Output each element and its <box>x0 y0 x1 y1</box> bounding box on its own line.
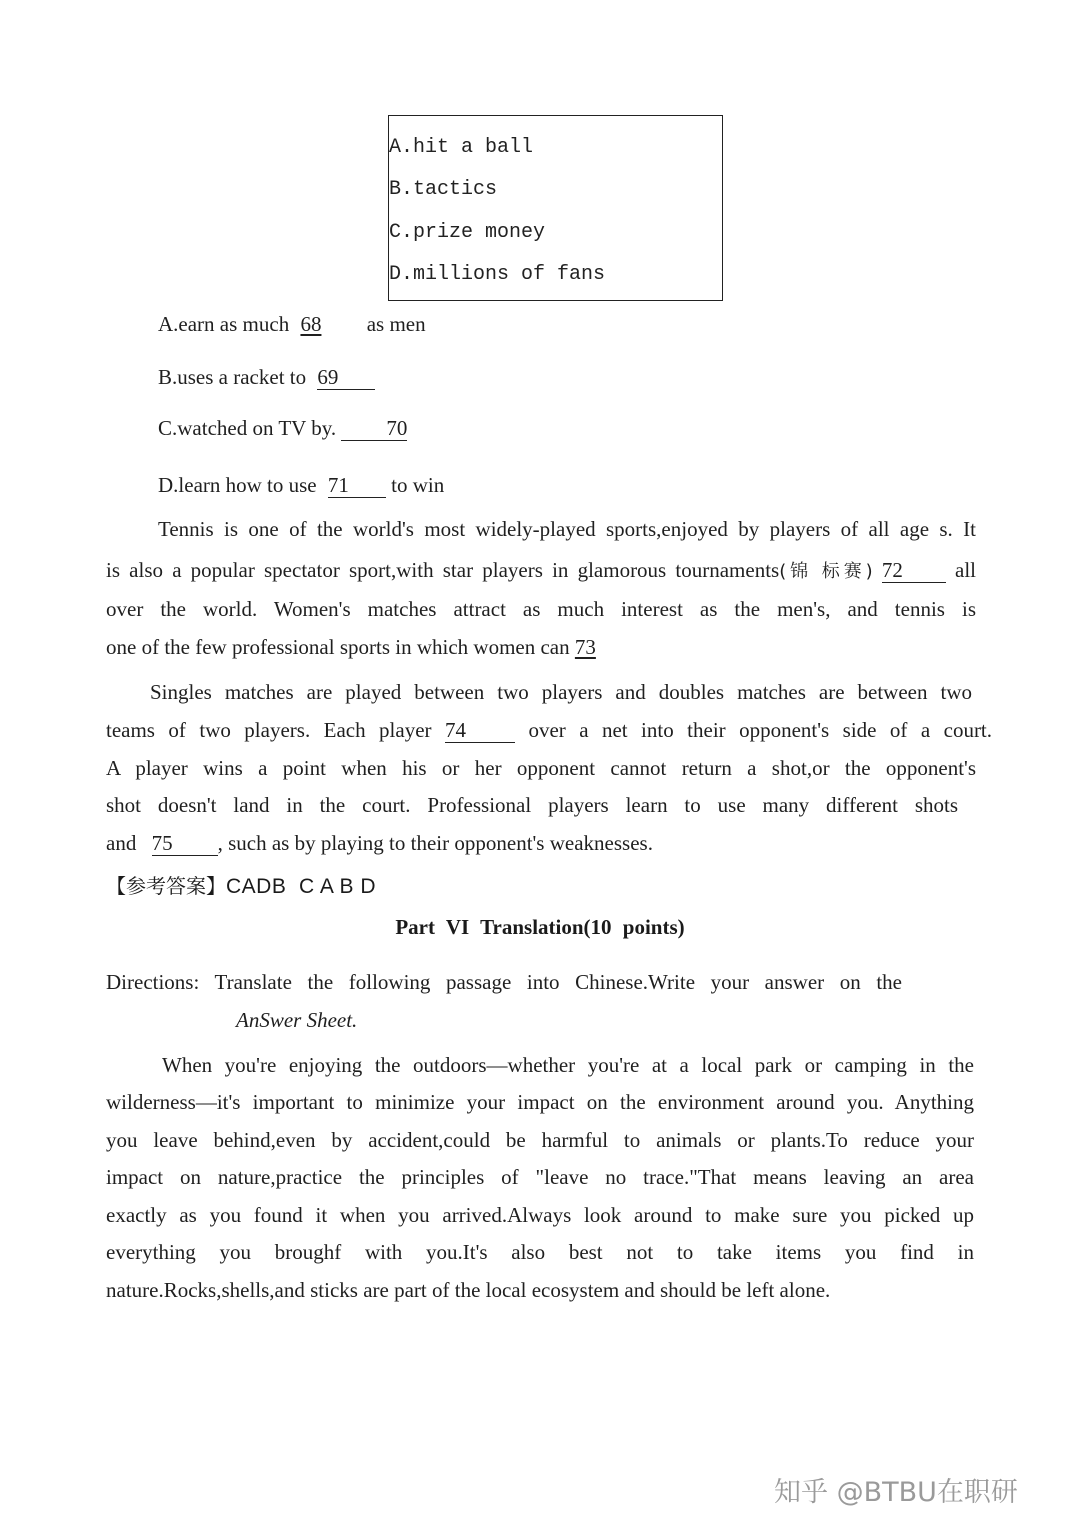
passage-text: one of the few professional sports in which women can <box>106 635 570 659</box>
passage-text: all <box>955 558 977 582</box>
passage1-line4 <box>106 635 976 660</box>
summary-item-a <box>158 312 426 337</box>
blank-number: 68 <box>300 312 322 336</box>
passage3-line3: you leave behind,even by accident,could be harmful to animals or plants.To reduce your <box>106 1128 974 1152</box>
chinese-gloss: (锦 标赛) <box>779 561 873 582</box>
section-title: Part VI Translation(10 points) <box>395 915 685 939</box>
summary-item-b <box>158 365 375 390</box>
directions-line2: AnSwer Sheet. <box>236 1008 358 1032</box>
summary-text: A.earn as much <box>158 312 290 336</box>
watermark: 知乎 @BTBU在职研 <box>774 1477 1018 1508</box>
summary-text: C.watched on TV by. <box>158 416 337 440</box>
summary-text: B.uses a racket to <box>158 365 307 389</box>
reference-answer <box>106 870 376 899</box>
summary-text: to win <box>391 473 445 497</box>
passage3-line6: everything you broughf with you.It's also best not to take items you find in <box>106 1240 974 1264</box>
summary-text: as men <box>366 312 426 336</box>
passage-text: over a net into their opponent's side of a court. <box>528 718 993 742</box>
passage-text: and <box>106 831 137 855</box>
passage3-line1: When you're enjoying the outdoors—whether you're at a local park or camping in the <box>162 1053 974 1077</box>
summary-item-c <box>158 416 407 441</box>
passage3-line7: nature.Rocks,shells,and sticks are part of the local ecosystem and should be left alone. <box>106 1278 831 1302</box>
summary-text: D.learn how to use <box>158 473 317 497</box>
option-c: C.prize money <box>389 221 546 244</box>
blank-number: 69 <box>317 366 375 390</box>
option-d: D.millions of fans <box>389 263 606 286</box>
passage2-line3: A player wins a point when his or her opponent cannot return a shot,or the opponent's <box>106 756 976 780</box>
passage3-line4: impact on nature,practice the principles of "leave no trace."That means leaving an area <box>106 1165 974 1189</box>
passage1-line2 <box>106 557 976 583</box>
blank-number: 73 <box>574 635 596 659</box>
options-box <box>388 115 723 301</box>
option-b: B.tactics <box>389 178 498 201</box>
passage2-line5 <box>106 831 976 856</box>
passage1-line1: Tennis is one of the world's most widely-played sports,enjoyed by players of all age s. It <box>158 517 976 541</box>
passage-text: teams of two players. Each player <box>106 718 432 742</box>
answer-label: 【参考答案】 <box>106 874 226 898</box>
passage2-line1: Singles matches are played between two players and doubles matches are between two <box>150 680 972 704</box>
blank-number: 72 <box>882 559 946 583</box>
directions-line1: Directions: Translate the following passage into Chinese.Write your answer on the <box>106 970 902 994</box>
passage3-line2: wilderness—it's important to minimize your impact on the environment around you. Anything <box>106 1090 974 1114</box>
passage2-line4: shot doesn't land in the court. Professional players learn to use many different shots <box>106 793 958 817</box>
blank-number: 71 <box>328 474 386 498</box>
passage3-line5: exactly as you found it when you arrived.Always look around to make sure you picked up <box>106 1203 974 1227</box>
passage-text: , such as by playing to their opponent's weaknesses. <box>217 831 653 855</box>
blank-number: 75 <box>152 832 218 856</box>
passage-text: is also a popular spectator sport,with star players in glamorous tournaments <box>106 558 780 582</box>
blank-number: 74 <box>445 719 515 743</box>
passage1-line3: over the world. Women's matches attract as much interest as the men's, and tennis is <box>106 597 976 621</box>
passage2-line2 <box>106 718 992 743</box>
option-a: A.hit a ball <box>389 136 534 159</box>
blank-number: 70 <box>341 417 407 441</box>
summary-item-d <box>158 473 444 498</box>
answer-keys: CADB C A B D <box>226 875 377 898</box>
